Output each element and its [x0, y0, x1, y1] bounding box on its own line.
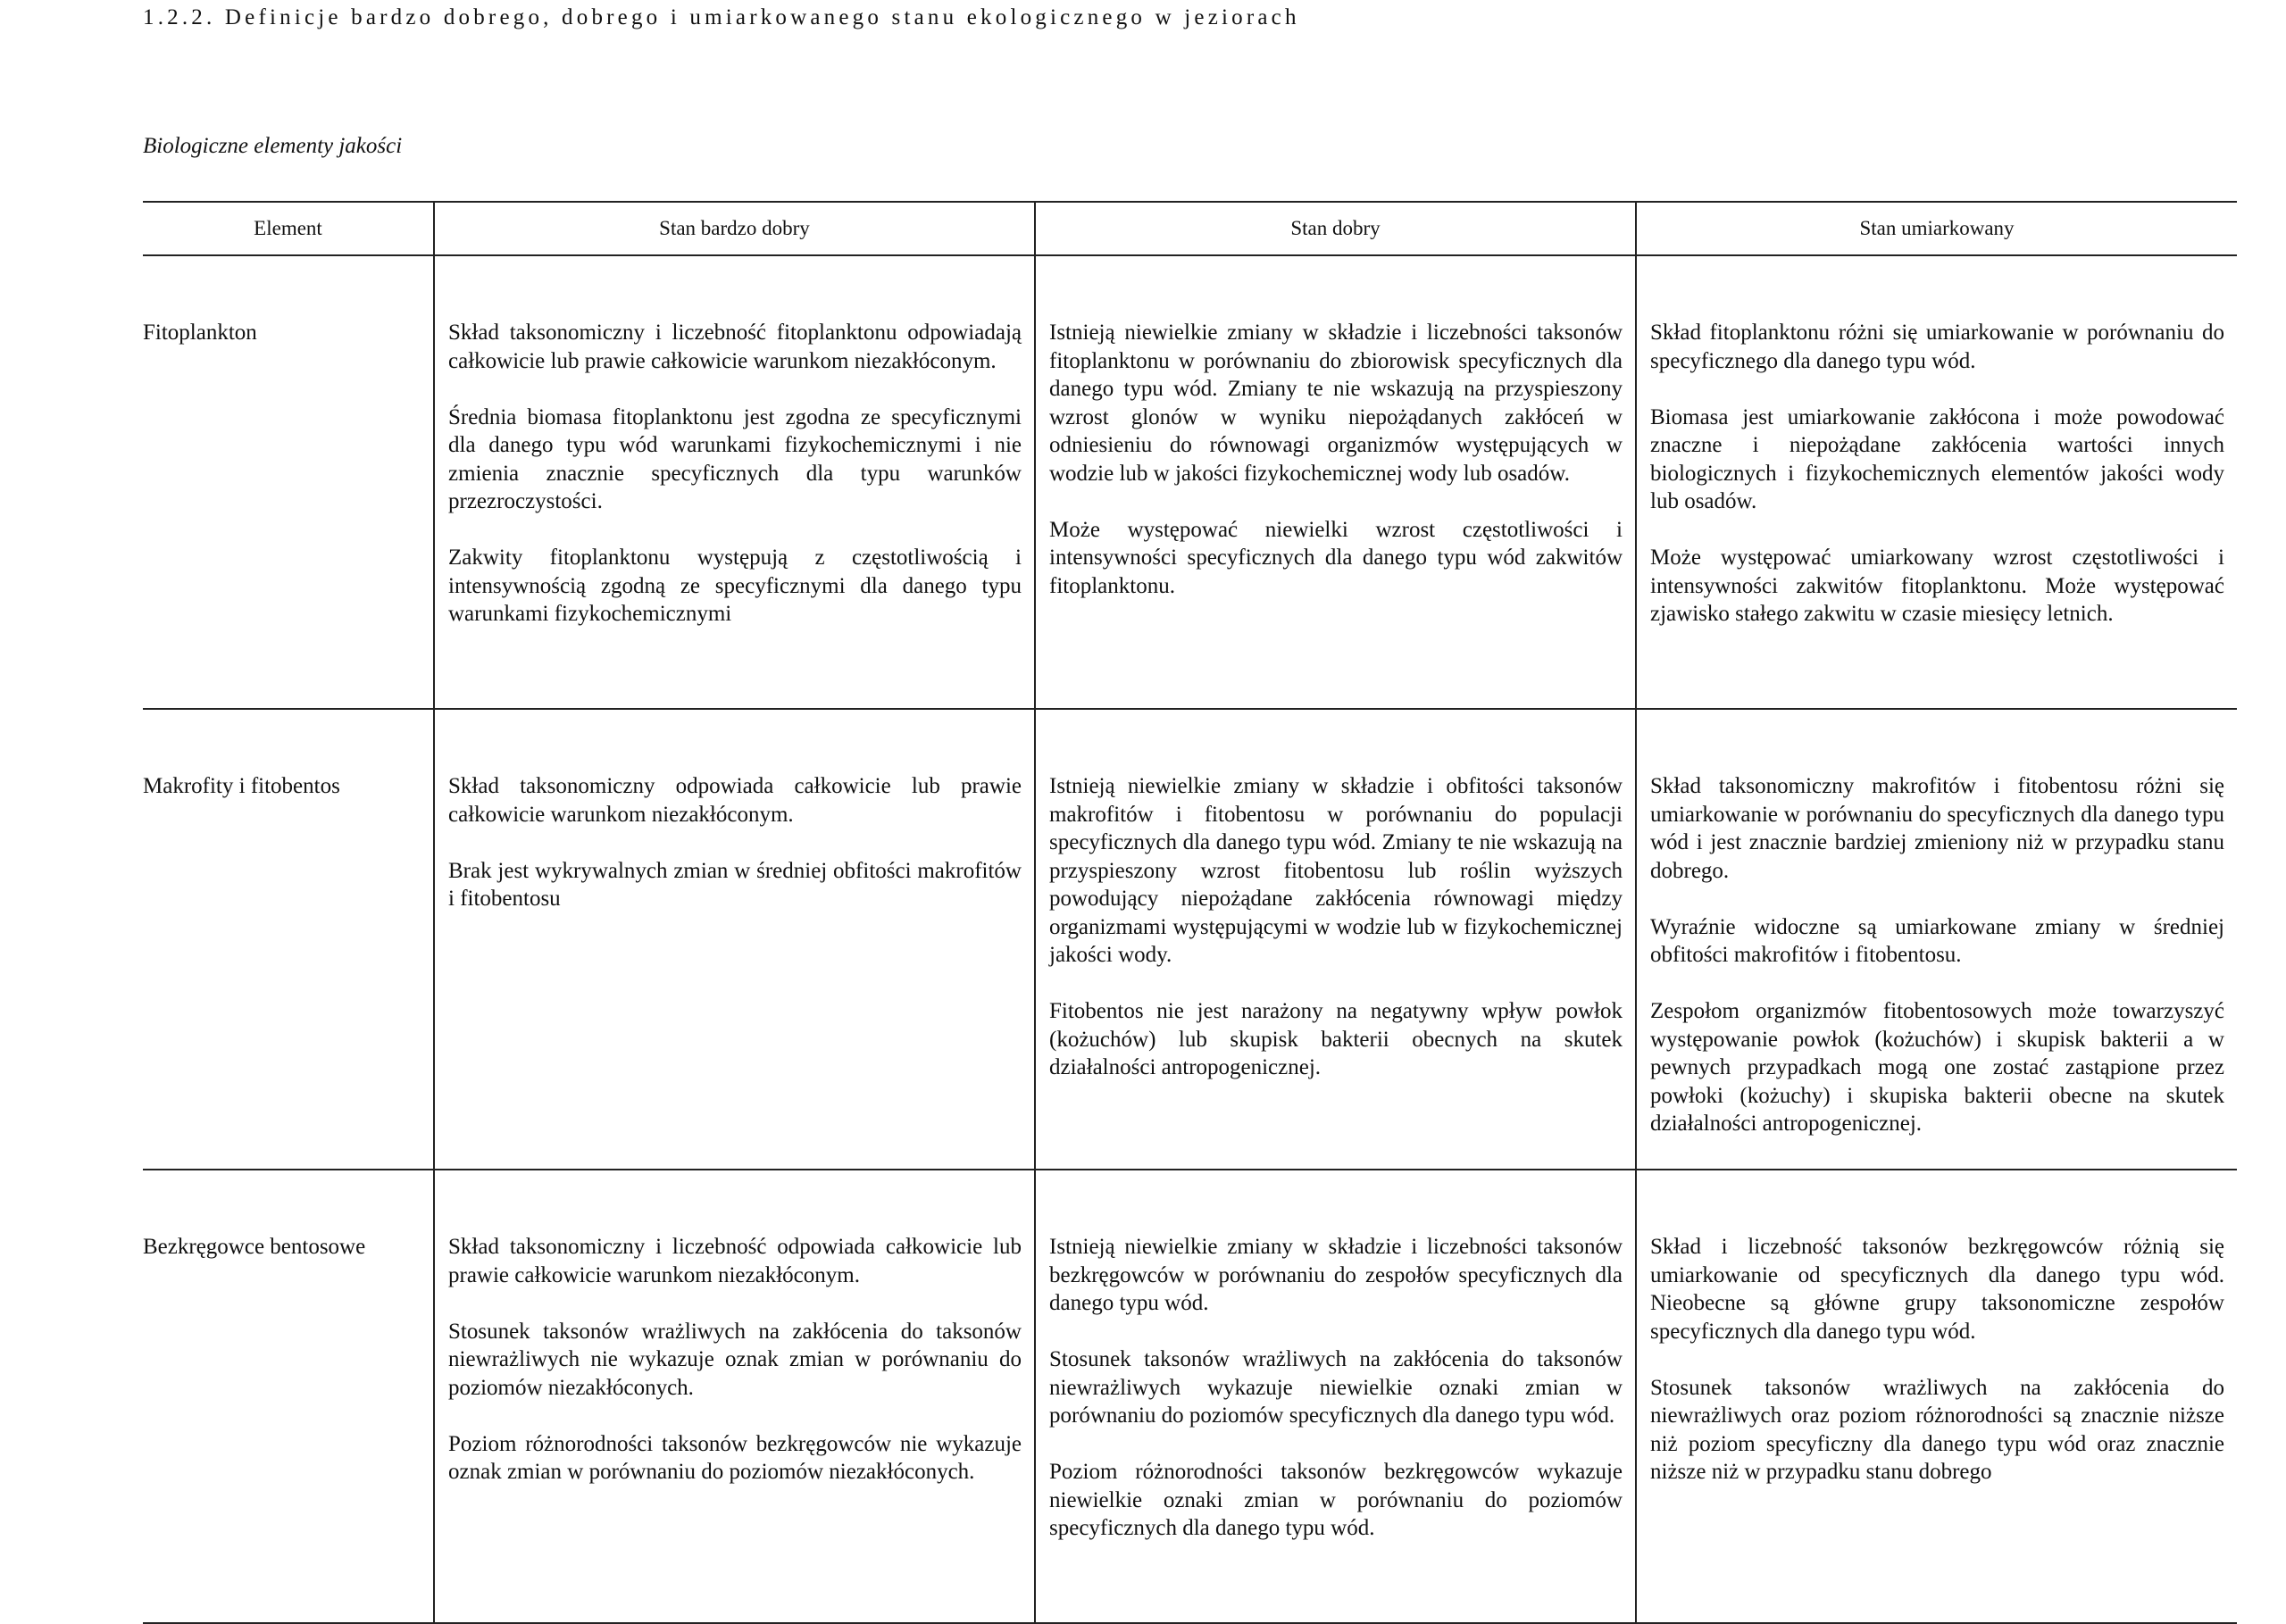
table-body	[143, 255, 2237, 1623]
element-name: Makrofity i fitobentos	[143, 774, 340, 798]
header-good: Stan dobry	[1035, 202, 1636, 255]
section-title: 1.2.2. Definicje bardzo dobrego, dobrego i umiarkowanego stanu ekologicznego w jeziorach	[143, 5, 1300, 29]
cell-good	[1035, 1170, 1636, 1623]
table-row	[143, 1170, 2237, 1623]
cell-moderate	[1636, 709, 2237, 1170]
header-element: Element	[143, 202, 434, 255]
description-paragraph: Skład taksonomiczny i liczebność fitoplanktonu odpowiadają całkowicie lub prawie całkowicie warunkom niezakłóconym.	[448, 321, 1022, 373]
table-header-row	[143, 202, 2237, 255]
header-moderate: Stan umiarkowany	[1636, 202, 2237, 255]
cell-moderate	[1636, 1170, 2237, 1623]
quality-table	[143, 201, 2237, 1624]
cell-very-good	[434, 1170, 1035, 1623]
description-paragraph: Stosunek taksonów wrażliwych na zakłócenia do niewrażliwych oraz poziom różnorodności są znacznie niższe niż poziom specyficzny dla danego typu wód oraz znacznie niższe niż w przypadku stanu dobrego	[1650, 1375, 2224, 1484]
description-paragraph: Poziom różnorodności taksonów bezkręgowców wykazuje niewielkie oznaki zmian w porównaniu do poziomów specyficznych dla danego typu wód.	[1049, 1460, 1623, 1540]
section-subtitle: Biologiczne elementy jakości	[143, 134, 403, 158]
description-paragraph: Może występować niewielki wzrost częstotliwości i intensywności specyficznych dla danego typu wód zakwitów fitoplanktonu.	[1049, 517, 1623, 598]
description-paragraph: Skład taksonomiczny makrofitów i fitobentosu różni się umiarkowanie w porównaniu do specyficznych dla danego typu wód i jest znacznie bardziej zmieniony niż w przypadku stanu dobrego.	[1650, 774, 2224, 883]
table-row	[143, 709, 2237, 1170]
description-paragraph: Biomasa jest umiarkowanie zakłócona i może powodować znaczne i niepożądane zakłócenia wartości innych biologicznych i fizykochemicznych elementów jakości wody lub osadów.	[1650, 404, 2224, 513]
cell-very-good	[434, 709, 1035, 1170]
element-name-cell	[143, 709, 434, 1170]
element-name-cell	[143, 1170, 434, 1623]
description-paragraph: Stosunek taksonów wrażliwych na zakłócenia do taksonów niewrażliwych wykazuje niewielkie oznaki zmian w porównaniu do poziomów specyficznych dla danego typu wód.	[1049, 1347, 1623, 1428]
description-paragraph: Fitobentos nie jest narażony na negatywny wpływ powłok (kożuchów) lub skupisk bakterii obecnych na skutek działalności antropogenicznej.	[1049, 999, 1623, 1079]
element-name: Bezkręgowce bentosowe	[143, 1235, 366, 1259]
description-paragraph: Wyraźnie widoczne są umiarkowane zmiany w średniej obfitości makrofitów i fitobentosu.	[1650, 914, 2224, 967]
description-paragraph: Brak jest wykrywalnych zmian w średniej obfitości makrofitów i fitobentosu	[448, 858, 1022, 911]
description-paragraph: Może występować umiarkowany wzrost częstotliwości i intensywności zakwitów fitoplanktonu. Może występować zjawisko stałego zakwitu w czasie miesięcy letnich.	[1650, 545, 2224, 626]
description-paragraph: Zespołom organizmów fitobentosowych może towarzyszyć występowanie powłok (kożuchów) i skupisk bakterii a w pewnych przypadkach mogą one zostać zastąpione przez powłoki (kożuchy) i skupiska bakterii obecne na skutek działalności antropogenicznej.	[1650, 999, 2224, 1136]
description-paragraph: Stosunek taksonów wrażliwych na zakłócenia do taksonów niewrażliwych nie wykazuje oznak zmian w porównaniu do poziomów niezakłóconych.	[448, 1319, 1022, 1400]
header-very-good: Stan bardzo dobry	[434, 202, 1035, 255]
cell-good	[1035, 255, 1636, 709]
cell-moderate	[1636, 255, 2237, 709]
description-paragraph: Średnia biomasa fitoplanktonu jest zgodna ze specyficznymi dla danego typu wód warunkami fizykochemicznymi i nie zmienia znacznie specyficznych dla typu warunków przezroczystości.	[448, 404, 1022, 513]
description-paragraph: Skład taksonomiczny i liczebność odpowiada całkowicie lub prawie całkowicie warunkom niezakłóconym.	[448, 1235, 1022, 1287]
element-name-cell	[143, 255, 434, 709]
table-row	[143, 255, 2237, 709]
cell-very-good	[434, 255, 1035, 709]
description-paragraph: Istnieją niewielkie zmiany w składzie i liczebności taksonów fitoplanktonu w porównaniu do zbiorowisk specyficznych dla danego typu wód. Zmiany te nie wskazują na przyspieszony wzrost glonów w wyniku niepożądanych zakłóceń w odniesieniu do równowagi organizmów występujących w wodzie lub w jakości fizykochemicznej wody lub osadów.	[1049, 321, 1623, 486]
description-paragraph: Skład fitoplanktonu różni się umiarkowanie w porównaniu do specyficznego dla danego typu wód.	[1650, 321, 2224, 373]
element-name: Fitoplankton	[143, 321, 257, 345]
description-paragraph: Istnieją niewielkie zmiany w składzie i liczebności taksonów bezkręgowców w porównaniu do zespołów specyficznych dla danego typu wód.	[1049, 1235, 1623, 1315]
description-paragraph: Skład taksonomiczny odpowiada całkowicie lub prawie całkowicie warunkom niezakłóconym.	[448, 774, 1022, 827]
cell-good	[1035, 709, 1636, 1170]
description-paragraph: Poziom różnorodności taksonów bezkręgowców nie wykazuje oznak zmian w porównaniu do poziomów niezakłóconych.	[448, 1431, 1022, 1484]
description-paragraph: Skład i liczebność taksonów bezkręgowców różnią się umiarkowanie od specyficznych dla danego typu wód. Nieobecne są główne grupy taksonomiczne zespołów specyficznych dla danego typu wód.	[1650, 1235, 2224, 1344]
description-paragraph: Istnieją niewielkie zmiany w składzie i obfitości taksonów makrofitów i fitobentosu w porównaniu do populacji specyficznych dla danego typu wód. Zmiany te nie wskazują na przyspieszony wzrost fitobentosu lub roślin wyższych powodujący niepożądane zakłócenia równowagi między organizmami występującymi w wodzie lub w fizykochemicznej jakości wody.	[1049, 774, 1623, 967]
description-paragraph: Zakwity fitoplanktonu występują z częstotliwością i intensywnością zgodną ze specyficznymi dla danego typu warunkami fizykochemicznymi	[448, 545, 1022, 626]
